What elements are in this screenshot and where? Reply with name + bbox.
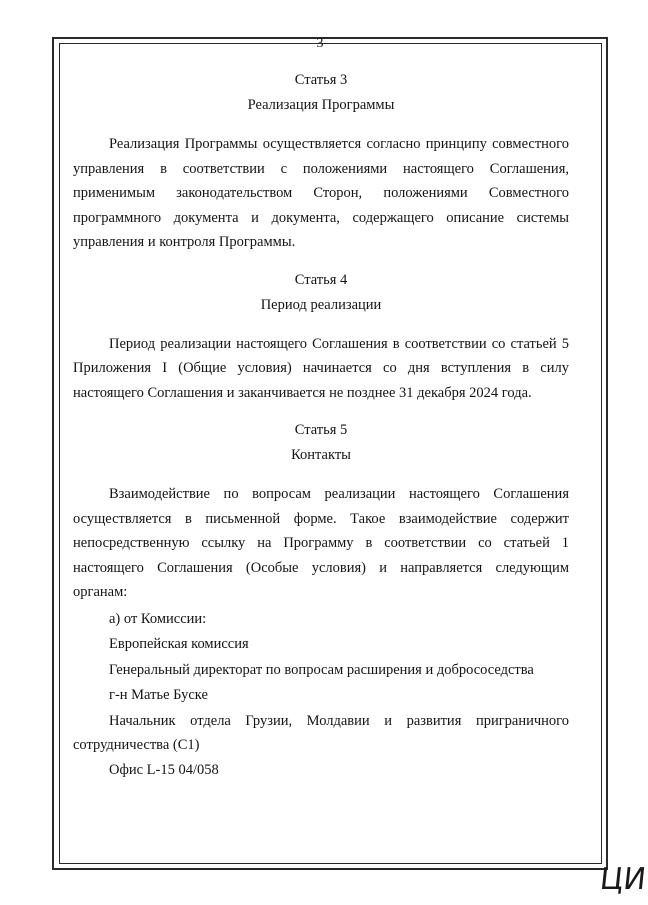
handwritten-initials: ЦИ [598,862,648,897]
article-number: Статья 4 [294,271,348,288]
contact-office: Офис L-15 04/058 [109,761,219,778]
article-5 [73,418,569,783]
document-body [73,68,569,783]
article-number: Статья 5 [294,422,348,438]
contact-from: а) от Комиссии: [109,610,207,627]
contact-person: г-н Матье Буске [109,687,208,703]
article-4 [73,268,569,406]
page-number: 3 [316,36,324,51]
article-title: Период реализации [260,296,382,313]
contact-directorate: Генеральный директорат по вопросам расширения и добрососедства [109,661,534,678]
article-number: Статья 3 [294,72,348,88]
contact-position: Начальник отдела Грузии, Молдавии и развития приграничного сотрудничества (C1) [73,712,569,753]
article-paragraph: Реализация Программы осуществляется согласно принципу совместного управления в соответствии с положениями настоящего Соглашения, применимым законодательством Сторон, положениями Совместного программного документа и документа, содержащего описание системы управления и контроля Программы. [73,136,569,250]
article-3 [73,68,569,255]
article-paragraph: Период реализации настоящего Соглашения в соответствии со статьей 5 Приложения I (Общие условия) начинается со дня вступления в силу настоящего Соглашения и заканчивается не позднее 31 декабря 2024 года. [73,335,569,401]
article-title: Контакты [291,447,351,463]
article-title: Реализация Программы [247,97,395,113]
contact-organization: Европейская комиссия [109,636,249,652]
article-paragraph: Взаимодействие по вопросам реализации настоящего Соглашения осуществляется в письменной форме. Такое взаимодействие содержит непосредственную ссылку на Программу в соответствии со статьей 1 настоящего Соглашения (Особые условия) и направляется следующим органам: [73,486,569,600]
